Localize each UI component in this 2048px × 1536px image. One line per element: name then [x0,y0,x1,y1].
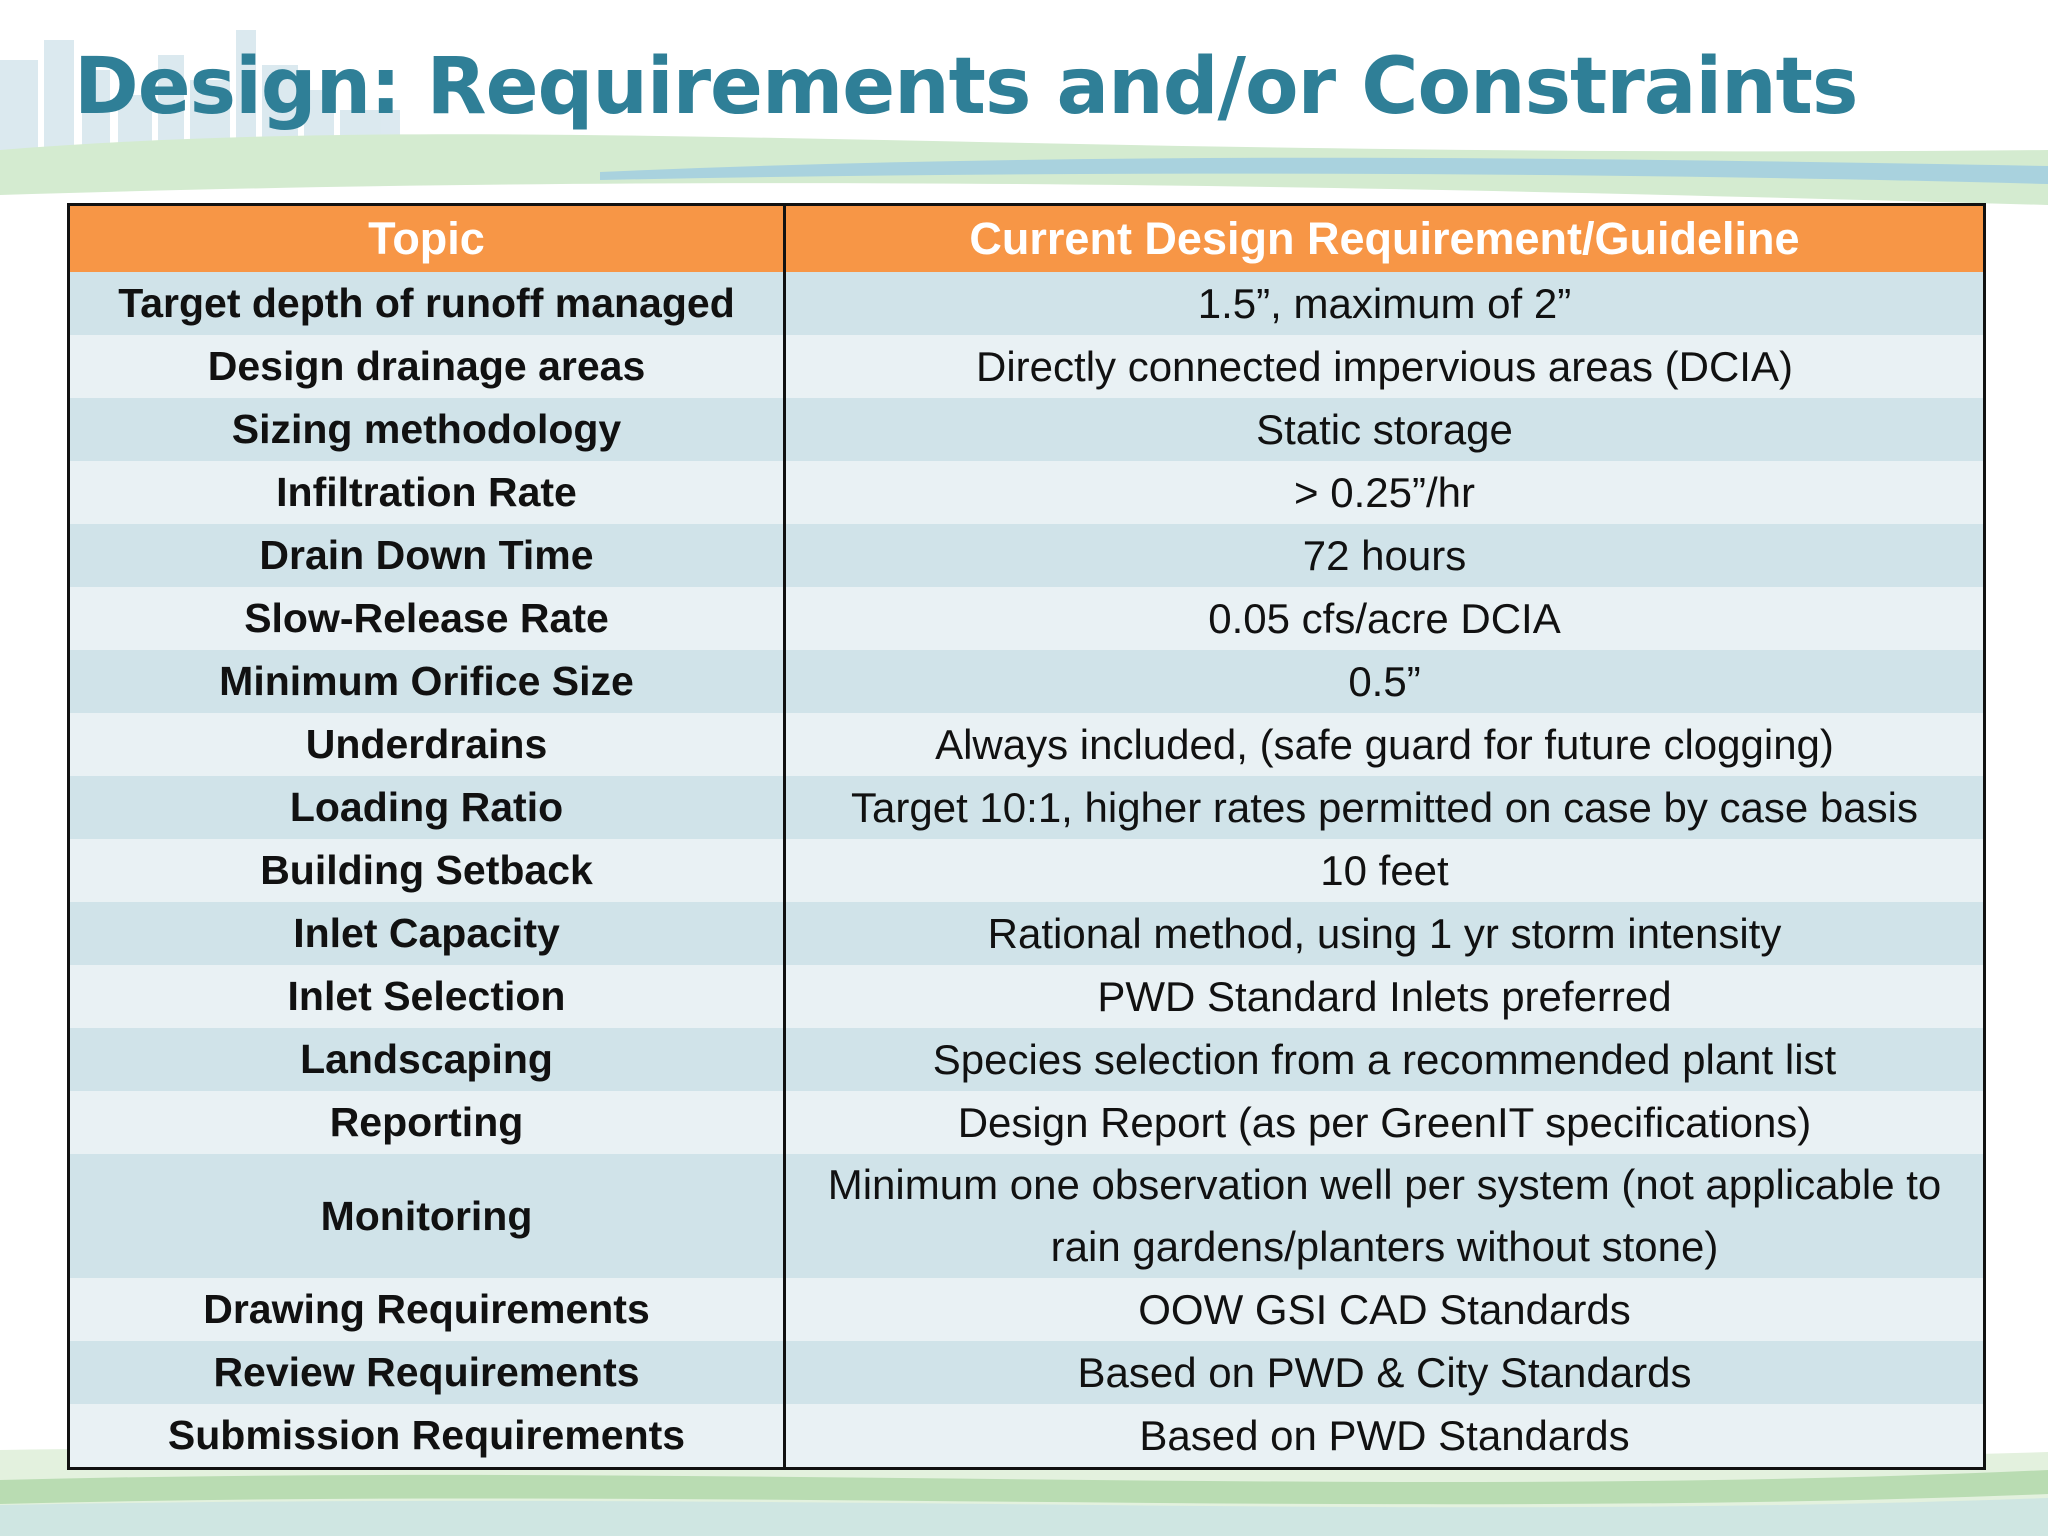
table-row [69,776,1985,839]
table-row [69,398,1985,461]
topic-cell: Submission Requirements [69,1404,785,1469]
topic-cell: Design drainage areas [69,335,785,398]
requirement-cell: 0.05 cfs/acre DCIA [785,587,1985,650]
requirement-cell: 0.5” [785,650,1985,713]
requirement-cell: Minimum one observation well per system (not applicable to rain gardens/planters without stone) [785,1154,1985,1278]
topic-cell: Landscaping [69,1028,785,1091]
table-row [69,713,1985,776]
header-requirement: Current Design Requirement/Guideline [785,205,1985,273]
table-row [69,1028,1985,1091]
top-swoosh [0,134,2048,205]
topic-cell: Sizing methodology [69,398,785,461]
topic-cell: Building Setback [69,839,785,902]
requirement-cell: Based on PWD & City Standards [785,1341,1985,1404]
table-row [69,1278,1985,1341]
table-row [69,1154,1985,1278]
requirement-cell: Target 10:1, higher rates permitted on case by case basis [785,776,1985,839]
requirement-cell: > 0.25”/hr [785,461,1985,524]
topic-cell: Slow-Release Rate [69,587,785,650]
table-row [69,524,1985,587]
requirement-cell: 72 hours [785,524,1985,587]
table-row [69,587,1985,650]
topic-cell: Loading Ratio [69,776,785,839]
requirement-cell: Rational method, using 1 yr storm intensity [785,902,1985,965]
requirement-cell: 1.5”, maximum of 2” [785,272,1985,335]
topic-cell: Target depth of runoff managed [69,272,785,335]
table-row [69,1404,1985,1469]
topic-cell: Underdrains [69,713,785,776]
table-row [69,1091,1985,1154]
requirement-cell: Static storage [785,398,1985,461]
table-row [69,839,1985,902]
table-row [69,965,1985,1028]
topic-cell: Minimum Orifice Size [69,650,785,713]
topic-cell: Review Requirements [69,1341,785,1404]
requirement-cell: Design Report (as per GreenIT specifications) [785,1091,1985,1154]
topic-cell: Inlet Capacity [69,902,785,965]
table-row [69,650,1985,713]
requirement-cell: 10 feet [785,839,1985,902]
header-topic: Topic [69,205,785,273]
table-row [69,461,1985,524]
requirement-cell: Species selection from a recommended plant list [785,1028,1985,1091]
table-row [69,335,1985,398]
table-row [69,272,1985,335]
slide-title: Design: Requirements and/or Constraints [74,42,1858,132]
topic-cell: Drawing Requirements [69,1278,785,1341]
topic-cell: Drain Down Time [69,524,785,587]
topic-cell: Inlet Selection [69,965,785,1028]
topic-cell: Monitoring [69,1154,785,1278]
topic-cell: Infiltration Rate [69,461,785,524]
requirement-cell: Based on PWD Standards [785,1404,1985,1469]
requirement-cell: Directly connected impervious areas (DCIA) [785,335,1985,398]
requirement-cell: PWD Standard Inlets preferred [785,965,1985,1028]
table-header-row [69,205,1985,273]
table-row [69,1341,1985,1404]
table-row [69,902,1985,965]
requirement-cell: OOW GSI CAD Standards [785,1278,1985,1341]
requirement-cell: Always included, (safe guard for future clogging) [785,713,1985,776]
requirements-table [67,203,1986,1470]
topic-cell: Reporting [69,1091,785,1154]
